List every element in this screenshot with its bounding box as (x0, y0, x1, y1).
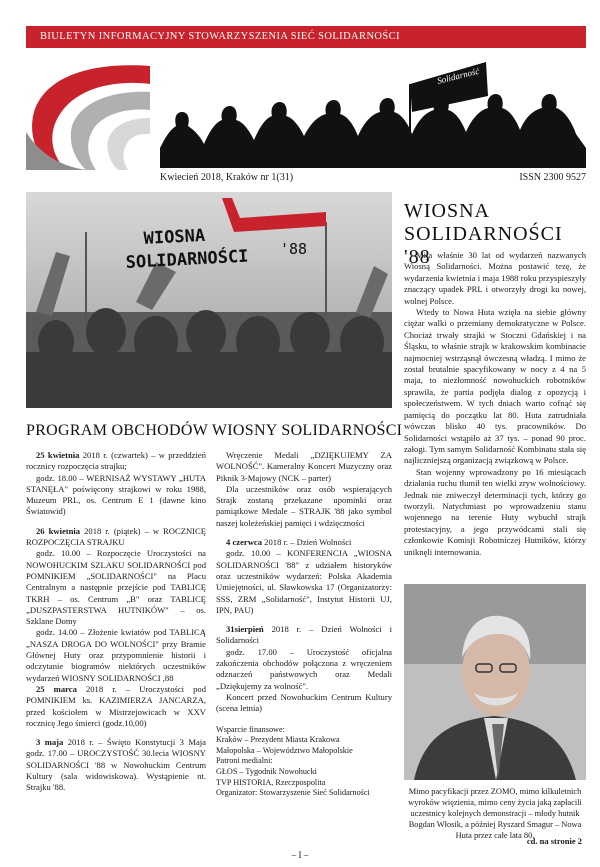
sponsor-line: Małopolska – Województwo Małopolskie (216, 745, 353, 755)
bulletin-title: BIULETYN INFORMACYJNY STOWARZYSZENIA SIEĆ SOLIDARNOŚCI (40, 31, 400, 42)
program-entry: godz. 18.00 – WERNISAŻ WYSTAWY „HUTA STANĘŁA" poświęcony strajkowi w roku 1988, Muzeum PRL, os. Centrum E 1 (dawne kino Światowid) (26, 472, 206, 517)
program-entry: Koncert przed Nowohuckim Centrum Kultury (scena letnia) (216, 691, 392, 714)
program-entry: 3 maja 2018 r. – Święto Konstytucji 3 Maja godz. 17.00 – UROCZYSTOŚĆ 30.lecia WIOSNY SOLIDARNOŚCI '88 w Nowohuckim Centrum Kultury (sala widowiskowa). Wystąpienie nt. Strajku '88. (26, 737, 206, 793)
article-paragraph: Mija właśnie 30 lat od wydarzeń nazwanych Wiosną Solidarności. Można postawić tezę, że wydarzenia kwietnia i maja 1988 roku przyspieszyły znaczący upadek PRL i otworzyły drogi ku nowej, wolnej Polsce. (404, 250, 586, 306)
banner-logo-line1: WIOSNA (143, 225, 206, 249)
issue-meta (160, 172, 586, 183)
article-title-line2: SOLIDARNOŚCI '88 (404, 223, 563, 268)
article-title-line1: WIOSNA (404, 200, 490, 222)
sponsor-line: Wsparcie finansowe: (216, 724, 285, 734)
banner-logo-line2: SOLIDARNOŚCI (125, 246, 249, 273)
program-entry: godz. 14.00 – Złożenie kwiatów pod TABLICĄ „NASZA DROGA DO WOLNOŚCI" przy Bramie Głównej Huty oraz przypomnienie historii i odczytanie biogramów niektórych uczestników wydarzeń WIOSNY SOLIDARNOŚCI ,88 (26, 627, 206, 683)
portrait-photo (404, 584, 586, 780)
program-entry: godz. 10.00 – Rozpoczęcie Uroczystości na NOWOHUCKIM SZLAKU SOLIDARNOŚCI pod POMNIKIEM „SOLIDARNOŚCI" na Placu Centralnym a następnie przejście pod TABLICĘ TKRH – os. Centrum „B" oraz TABLICĘ „DUSZPASTERSTWA HUTNIKÓW" – os. Szklane Domy (26, 548, 206, 627)
crowd-silhouette-image (160, 56, 586, 168)
logo-icon (26, 62, 150, 172)
program-entry: Wręczenie Medali „DZIĘKUJEMY ZA WOLNOŚĆ". Kameralny Koncert Muzyczny oraz Piknik 3-Majowy (NCK – parter) (216, 450, 392, 483)
article-body (404, 250, 586, 558)
sponsor-line: Organizator: Stowarzyszenie Sieć Solidarności (216, 788, 370, 798)
article-paragraph: Stan wojenny wprowadzony po 16 miesiącach działania ruchu tłumił ten wielki zryw wolnościowy. Jednak nie zniweczył determinacji tych, którzy go tworzyli. Natychmiast po wprowadzeniu stanu wojennego na terenie Huty wybuchł strajk protestacyjny, a jego przywódcami stali się członkowie Komisji Robotniczej Hutników, którzy uniknęli internowania. (404, 466, 586, 557)
continued-note: cd. na stronie 2 (526, 836, 582, 846)
sponsors-block (216, 725, 392, 799)
program-middle-column (216, 450, 392, 799)
program-entry: godz. 17.00 – Uroczystość oficjalna zakończenia obchodów połączona z wręczeniem odznaczeń państwowych oraz Medali „Dziękujemy za wolność". (216, 646, 392, 691)
program-entry: godz. 10.00 – KONFERENCJA „WIOSNA SOLIDARNOŚCI '88" z udziałem historyków oraz uczestników wydarzeń: Polska Akademia Umiejętności, ul. Sławkowska 17 (Organizatorzy: SSS, ZRM „Solidarność", Instytut Historii UJ, IPN, PAU) (216, 548, 392, 615)
sponsor-line: GŁOS – Tygodnik Nowohucki (216, 766, 317, 776)
program-left-column (26, 450, 206, 794)
program-entry: 25 kwietnia 2018 r. (czwartek) – w przeddzień rocznicy rozpoczęcia strajku; (26, 450, 206, 472)
banner-photo (26, 192, 392, 408)
program-entry: 4 czerwca 2018 r. – Dzień Wolności (226, 537, 352, 548)
portrait-caption: Mimo pacyfikacji przez ZOMO, mimo kilkuletnich wyroków więzienia, mimo ceny życia jaką zapłacili uczestnicy kolejnych demonstracji – młody hutnik Bogdan Włosik, a później Ryszard Smagur – Nowa Huta przez całe lata 80. (408, 787, 582, 840)
page-number: – I – (291, 850, 309, 860)
strike-crowd-photo (26, 192, 392, 408)
flag-text: Solidarność (436, 65, 481, 86)
sponsor-line: Kraków – Prezydent Miasta Krakowa (216, 735, 340, 745)
sponsor-line: Patroni medialni: (216, 756, 273, 766)
program-entry: Dla uczestników oraz osób wspierających Strajk zostaną przekazane upominki oraz pamiątkowe Medale – STRAJK '88 jako symbol naszej koleżeńskiej pamięci i wdzięczności (216, 483, 392, 528)
banner-logo-year: '88 (280, 240, 308, 258)
bulletin-title-bar (26, 26, 586, 48)
portrait-image (404, 584, 586, 780)
issn: ISSN 2300 9527 (519, 172, 586, 183)
program-entry: 26 kwietnia 2018 r. (piątek) – w ROCZNICĘ ROZPOCZĘCIA STRAJKU (26, 525, 206, 548)
sponsor-line: TVP HISTORIA, Rzeczpospolita (216, 777, 326, 787)
article-paragraph: Wtedy to Nowa Huta wzięła na siebie główny ciężar walki o przemiany demokratyczne w Polsce. Chociaż trwały strajki w Stoczni Gdańskiej i na Śląsku, to właśnie strajk w krakowskim kombinacie najmocniej wstrząsnął ówczesną władzą. I mimo że został brutalnie spacyfikowany w nocy z 4 na 5 maja, to niezłomność nowohuckich robotników sprawiła, że partia podjęła dialog z opozycją i społeczeństwem. W tych dniach warto cofnąć się pamięcią do początku lat 80. Huta zatrudniała wówczas blisko 40 tys. pracowników. Do Solidarności wstąpiło aż 37 tys. – ponad 90 proc. załogi. Tym samym Solidarność Kombinatu stała się najliczniejszą organizacją związkową w Polsce. (404, 307, 586, 466)
program-title: PROGRAM OBCHODÓW WIOSNY SOLIDARNOŚCI (26, 422, 403, 439)
program-heading (26, 422, 403, 440)
issue-date: Kwiecień 2018, Kraków nr 1(31) (160, 172, 294, 183)
program-entry: 25 marca 2018 r. – Uroczystości pod POMNIKIEM ks. KAZIMIERZA JANCARZA, przed kościołem w Mistrzejowicach w XXV rocznicę Jego śmierci (godz.10,00) (26, 683, 206, 728)
program-entry: 31sierpień 2018 r. – Dzień Wolności i Solidarności (216, 624, 392, 646)
